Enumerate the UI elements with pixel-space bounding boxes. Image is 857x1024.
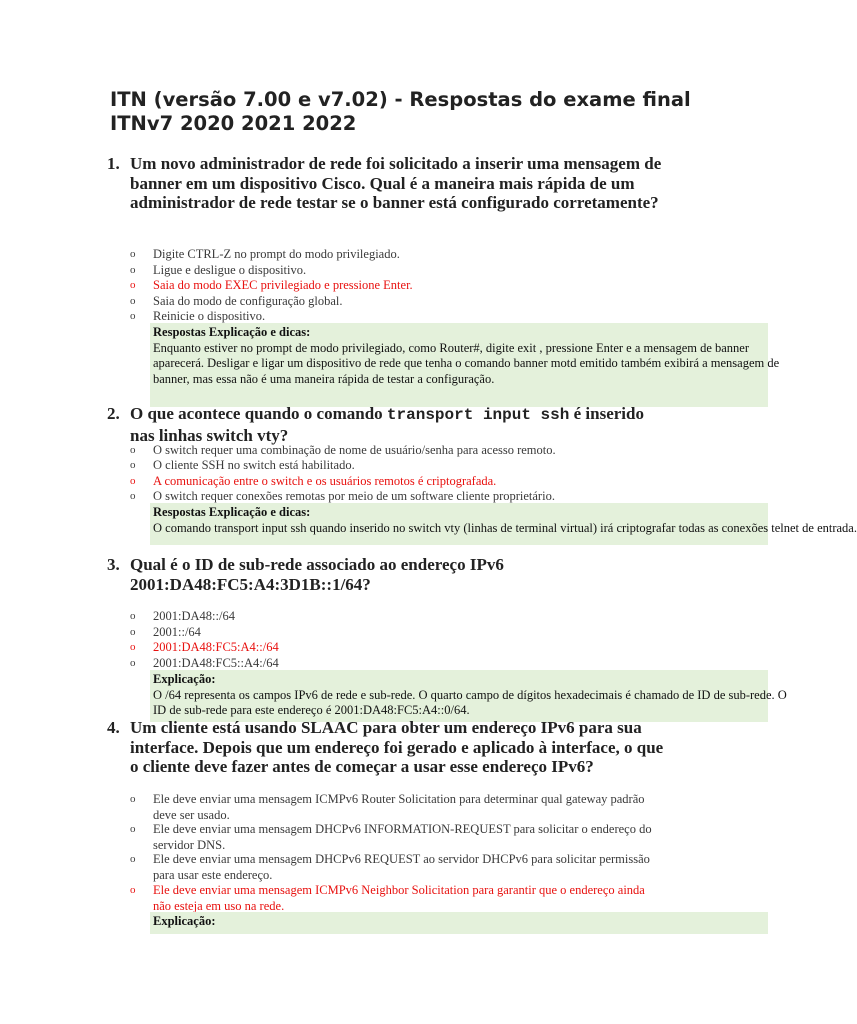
circle-bullet-icon: o [130,657,136,669]
answer-option-text: 2001::/64 [153,625,201,639]
answer-option-text: Ele deve enviar uma mensagem DHCPv6 REQUEST ao servidor DHCPv6 para solicitar permissão para usar este endereço. [153,852,650,882]
answer-option-text: 2001:DA48:FC5::A4:/64 [153,656,279,670]
explanation-box [150,670,787,722]
question-text-part: O que acontece quando o comando [130,404,387,423]
circle-bullet-icon: o [130,610,136,622]
explanation-text: O /64 representa os campos IPv6 de rede e sub-rede. O quarto campo de dígitos hexadecimais é chamado de ID de sub-rede. O ID de sub-rede para este endereço é 2001:DA48:FC5:A4::0/64. [153,687,787,717]
page-title-line-2: ITNv7 2020 2021 2022 [110,112,357,135]
answer-option-text: Ligue e desligue o dispositivo. [153,263,307,277]
answer-option-text: Ele deve enviar uma mensagem DHCPv6 INFORMATION-REQUEST para solicitar o endereço do servidor DNS. [153,822,652,852]
answer-option-text: 2001:DA48:FC5:A4::/64 [153,640,279,654]
explanation-heading: Respostas Explicação e dicas: [153,325,311,339]
explanation-box [150,503,857,545]
circle-bullet-icon: o [130,793,136,805]
circle-bullet-icon: o [130,475,136,487]
page-title [110,88,750,136]
question-number: 3. [107,555,120,574]
answer-option-text: O cliente SSH no switch está habilitado. [153,458,355,472]
answer-option-text: Reinicie o dispositivo. [153,309,266,323]
circle-bullet-icon: o [130,853,136,865]
answer-option-text: 2001:DA48::/64 [153,609,235,623]
explanation-text: O comando transport input ssh quando inserido no switch vty (linhas de terminal virtual) irá criptografar todas as conexões telnet de entrada. [153,520,857,535]
answer-option-text: Saia do modo EXEC privilegiado e pressione Enter. [153,278,413,292]
question-text: Qual é o ID de sub-rede associado ao endereço IPv6 2001:DA48:FC5:A4:3D1B::1/64? [130,555,504,594]
question-text: Um cliente está usando SLAAC para obter um endereço IPv6 para sua interface. Depois que um endereço foi gerado e aplicado à interface, o que o cliente deve fazer antes de começar a usar esse endereço IPv6? [130,718,664,776]
question-number: 1. [107,154,120,173]
circle-bullet-icon: o [130,310,136,322]
circle-bullet-icon: o [130,641,136,653]
explanation-heading: Explicação: [153,672,216,686]
question-text [130,404,650,445]
answer-option-text: O switch requer conexões remotas por meio de um software cliente proprietário. [153,489,555,503]
question-number: 4. [107,718,120,737]
explanation-box [150,912,768,934]
explanation-heading: Explicação: [153,914,216,928]
circle-bullet-icon: o [130,459,136,471]
page-title-line-1: ITN (versão 7.00 e v7.02) - Respostas do exame final [110,88,691,111]
question-text-part: é inserido nas linhas switch vty? [130,404,644,445]
circle-bullet-icon: o [130,248,136,260]
circle-bullet-icon: o [130,264,136,276]
explanation-box [150,323,780,407]
circle-bullet-icon: o [130,823,136,835]
circle-bullet-icon: o [130,490,136,502]
answer-option-text: O switch requer uma combinação de nome de usuário/senha para acesso remoto. [153,443,556,457]
explanation-text: Enquanto estiver no prompt de modo privilegiado, como Router#, digite exit , pressione Enter e a mensagem de banner aparecerá. Desligar e ligar um dispositivo de rede que tenha o comando banner motd emitido também exibirá a mensagem de banner, mas essa não é uma maneira rápida de testar a configuração. [153,340,780,386]
answer-option-text: Ele deve enviar uma mensagem ICMPv6 Router Solicitation para determinar qual gateway padrão deve ser usado. [153,792,645,822]
circle-bullet-icon: o [130,295,136,307]
command-code: transport input ssh [386,406,570,424]
explanation-heading: Respostas Explicação e dicas: [153,505,311,519]
answer-option-text: A comunicação entre o switch e os usuários remotos é criptografada. [153,474,497,488]
circle-bullet-icon: o [130,626,136,638]
answer-option-text: Digite CTRL-Z no prompt do modo privilegiado. [153,247,400,261]
question-number: 2. [107,404,120,423]
circle-bullet-icon: o [130,279,136,291]
circle-bullet-icon: o [130,444,136,456]
circle-bullet-icon: o [130,884,136,896]
answer-option-text: Ele deve enviar uma mensagem ICMPv6 Neighbor Solicitation para garantir que o endereço ainda não esteja em uso na rede. [153,883,645,913]
answer-option-text: Saia do modo de configuração global. [153,294,343,308]
question-text: Um novo administrador de rede foi solicitado a inserir uma mensagem de banner em um dispositivo Cisco. Qual é a maneira mais rápida de um administrador de rede testar se o banner está configurado corretamente? [130,154,662,212]
